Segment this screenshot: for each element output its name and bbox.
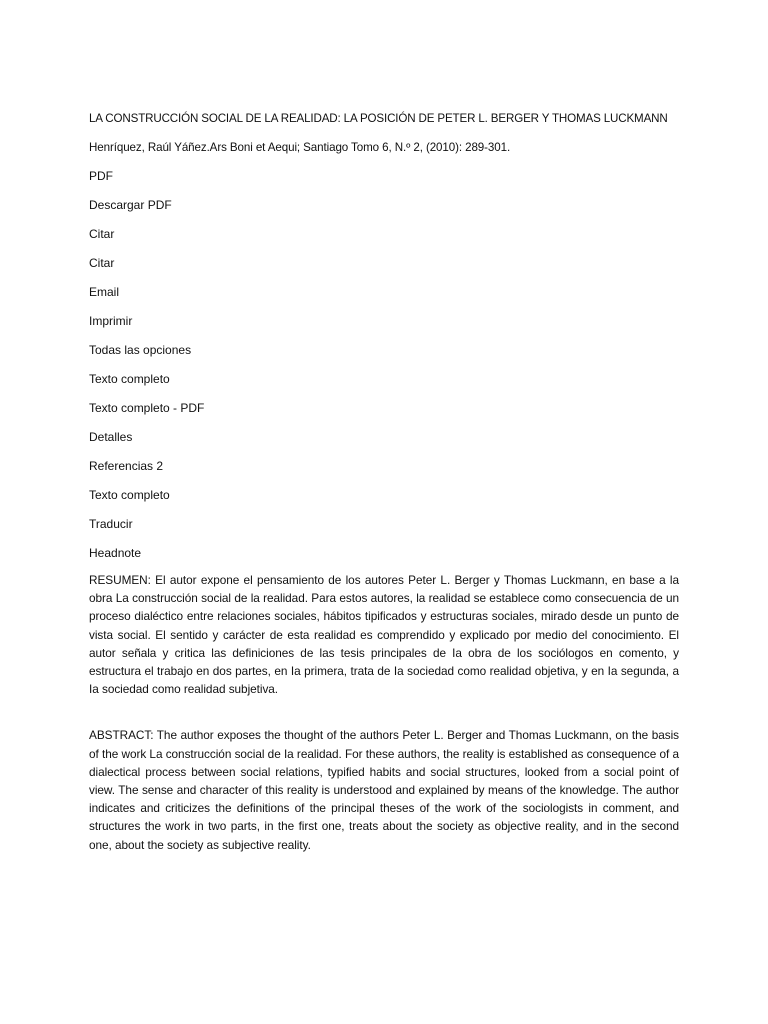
abstract-english: ABSTRACT: The author exposes the thought of the authors Peter L. Berger and Thomas Luckmann, on the basis of the work La construcción social de Ia realidad. For these authors, the reality is established as consequence of a dialectical process between social relations, typified habits and social structures, looked from a social point of view. The sense and character of this reality is understood and explained by means of the knowledge. The author indicates and criticizes the definitions of the principal theses of the work of the sociologists in comment, and structures the work in two parts, in the first one, treats about the society as objective reality, and in the second one, about the society as subjective reality. [89,728,679,852]
menu-item-references[interactable]: Referencias 2 [89,459,164,473]
menu-item-download-pdf[interactable]: Descargar PDF [89,198,172,212]
menu-item-cite-secondary[interactable]: Citar [89,256,115,270]
menu-item-pdf[interactable]: PDF [89,169,113,183]
menu-item-cite[interactable]: Citar [89,227,115,241]
menu-item-all-options[interactable]: Todas las opciones [89,343,192,357]
article-actions-menu [89,162,679,568]
menu-item-email[interactable]: Email [89,285,120,299]
article-citation: Henríquez, Raúl Yáñez.Ars Boni et Aequi; Santiago Tomo 6, N.º 2, (2010): 289-301. [89,141,511,154]
menu-item-details[interactable]: Detalles [89,430,133,444]
menu-item-translate[interactable]: Traducir [89,517,133,531]
menu-item-full-text[interactable]: Texto completo [89,372,170,386]
article-title: LA CONSTRUCCIÓN SOCIAL DE LA REALIDAD: LA POSICIÓN DE PETER L. BERGER Y THOMAS LUCKMANN [89,112,668,125]
abstract-spanish: RESUMEN: El autor expone el pensamiento de los autores Peter L. Berger y Thomas Luckmann, en base a la obra La construcción social de la realidad. Para estos autores, la realidad se establece como consecuencia de un proceso dialéctico entre relaciones sociales, hábitos tipificados y estructuras sociales, mirado desde un punto de vista social. El sentido y carácter de esta realidad es comprendido y explicado por medio del conocimiento. El autor señala y critica las definiciones de las tesis principales de Ia obra de los sociólogos en comento, y estructura el trabajo en dos partes, en Ia primera, trata de Ia sociedad como realidad objetiva, y en Ia segunda, a Ia sociedad como realidad subjetiva. [89,573,679,697]
menu-item-print[interactable]: Imprimir [89,314,133,328]
menu-item-full-text-secondary[interactable]: Texto completo [89,488,170,502]
menu-item-headnote[interactable]: Headnote [89,546,142,560]
document-page [89,104,679,854]
menu-item-full-text-pdf[interactable]: Texto completo - PDF [89,401,205,415]
